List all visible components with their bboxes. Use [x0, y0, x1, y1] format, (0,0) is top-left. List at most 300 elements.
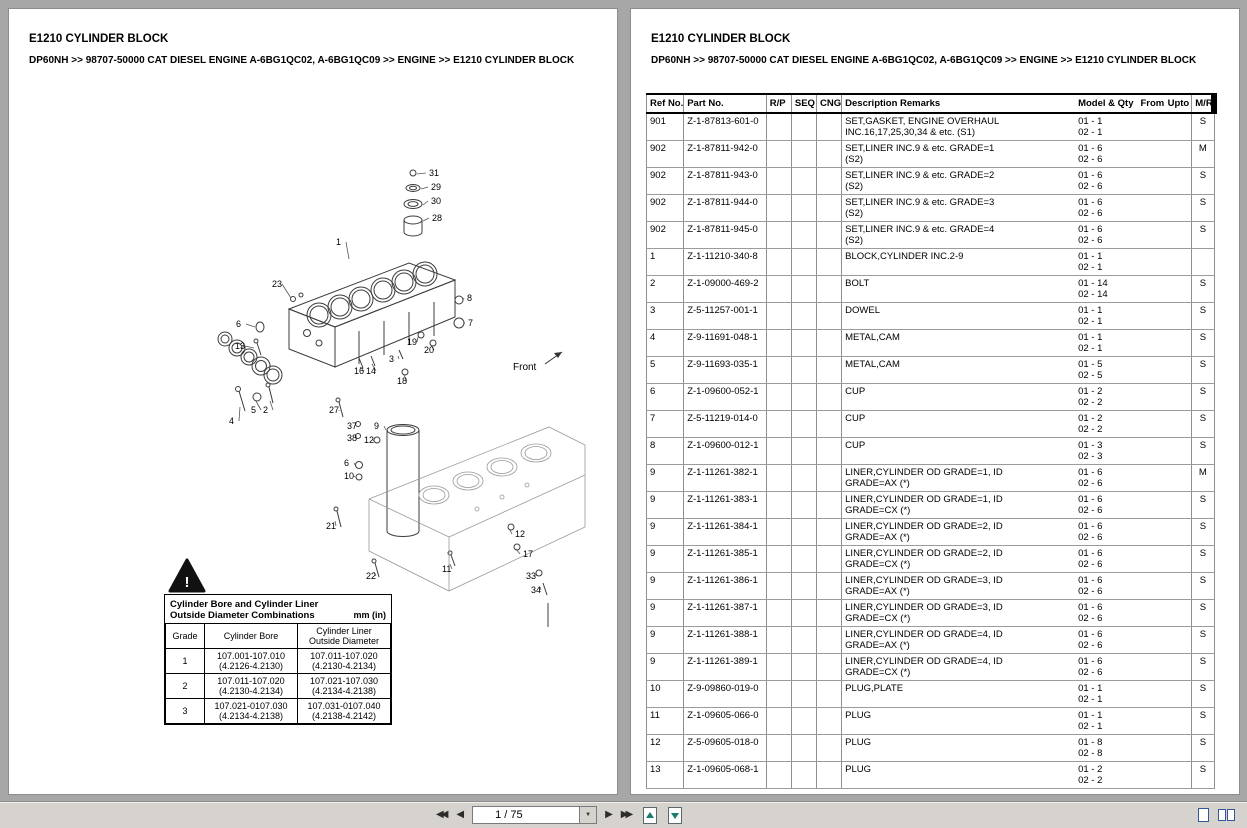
page-dropdown-arrow-icon[interactable]: ▼: [579, 807, 596, 823]
cylinder-bore-cell: 107.021-0107.030 (4.2134-4.2138): [205, 699, 298, 724]
description-cell: METAL,CAM: [842, 330, 1075, 357]
description-cell: SET,GASKET, ENGINE OVERHAUL INC.16,17,25,30,34 & etc. (S1): [842, 113, 1075, 141]
callout-30: 30: [431, 196, 442, 206]
parts-row: [647, 330, 1215, 357]
liner-table-title: [165, 595, 391, 623]
callout-10: 10: [344, 471, 355, 481]
parts-row: [647, 627, 1215, 654]
part-no-cell: Z-1-09600-052-1: [684, 384, 767, 411]
from-cell: [1137, 735, 1164, 762]
seq-cell: [791, 600, 816, 627]
from-cell: [1137, 195, 1164, 222]
mr-cell: S: [1192, 276, 1214, 303]
model-qty-cell: 01 - 6 02 - 6: [1075, 627, 1137, 654]
from-cell: [1137, 141, 1164, 168]
part-no-cell: Z-1-09600-012-1: [684, 438, 767, 465]
ref-no-cell: 902: [647, 168, 684, 195]
upto-cell: [1165, 276, 1192, 303]
liner-od-cell: 107.031-0107.040 (4.2138-4.2142): [298, 699, 391, 724]
breadcrumb: DP60NH >> 98707-50000 CAT DIESEL ENGINE A-6BG1QC02, A-6BG1QC09 >> ENGINE >> E1210 CYLINDER BLOCK: [29, 55, 575, 66]
cng-cell: [817, 113, 842, 141]
first-page-button[interactable]: ◀◀: [436, 806, 448, 824]
callout-37: 37: [347, 421, 358, 431]
upto-cell: [1165, 168, 1192, 195]
parts-row: [647, 519, 1215, 546]
parts-row: [647, 492, 1215, 519]
parts-row: [647, 573, 1215, 600]
liner-table-body: [166, 649, 391, 724]
callout-7: 7: [468, 318, 474, 328]
description-cell: LINER,CYLINDER OD GRADE=4, ID GRADE=CX (*): [842, 654, 1075, 681]
callout-22: 22: [366, 571, 377, 581]
from-cell: [1137, 438, 1164, 465]
liner-column-header: Cylinder Bore: [205, 624, 298, 649]
seq-cell: [791, 681, 816, 708]
description-cell: LINER,CYLINDER OD GRADE=4, ID GRADE=AX (*): [842, 627, 1075, 654]
seq-cell: [791, 546, 816, 573]
rp-cell: [766, 303, 791, 330]
rp-cell: [766, 654, 791, 681]
seq-cell: [791, 113, 816, 141]
mr-cell: M: [1192, 465, 1214, 492]
column-header: CNG: [817, 94, 842, 113]
seq-cell: [791, 195, 816, 222]
part-no-cell: Z-1-11261-388-1: [684, 627, 767, 654]
rp-cell: [766, 357, 791, 384]
parts-row: [647, 276, 1215, 303]
seq-cell: [791, 222, 816, 249]
part-no-cell: Z-1-11210-340-8: [684, 249, 767, 276]
mr-cell: S: [1192, 762, 1214, 789]
upto-cell: [1165, 465, 1192, 492]
cng-cell: [817, 573, 842, 600]
lower-block-outline: [369, 427, 585, 591]
parts-row: [647, 384, 1215, 411]
cng-cell: [817, 249, 842, 276]
description-cell: LINER,CYLINDER OD GRADE=1, ID GRADE=AX (*): [842, 465, 1075, 492]
breadcrumb: DP60NH >> 98707-50000 CAT DIESEL ENGINE A-6BG1QC02, A-6BG1QC09 >> ENGINE >> E1210 CYLINDER BLOCK: [651, 55, 1197, 66]
mr-cell: S: [1192, 708, 1214, 735]
cng-cell: [817, 654, 842, 681]
upto-cell: [1165, 357, 1192, 384]
callout-31: 31: [429, 168, 440, 178]
parts-row: [647, 735, 1215, 762]
ref-no-cell: 2: [647, 276, 684, 303]
rp-cell: [766, 735, 791, 762]
callout-34: 34: [531, 585, 542, 595]
part-no-cell: Z-1-11261-383-1: [684, 492, 767, 519]
callout-5: 5: [251, 405, 257, 415]
page-title: E1210 CYLINDER BLOCK: [29, 33, 169, 45]
callout-14: 14: [366, 366, 377, 376]
mr-cell: S: [1192, 330, 1214, 357]
upto-cell: [1165, 654, 1192, 681]
last-page-button[interactable]: ▶▶: [621, 806, 633, 824]
liner-combination-table: [164, 594, 392, 725]
cng-cell: [817, 708, 842, 735]
column-header: Part No.: [684, 94, 767, 113]
engine-block-line-art: [218, 170, 548, 627]
description-cell: LINER,CYLINDER OD GRADE=1, ID GRADE=CX (*): [842, 492, 1075, 519]
seq-cell: [791, 708, 816, 735]
seq-cell: [791, 357, 816, 384]
seq-cell: [791, 438, 816, 465]
cylinder-bore-cell: 107.011-107.020 (4.2130-4.2134): [205, 674, 298, 699]
mr-cell: S: [1192, 546, 1214, 573]
cng-cell: [817, 330, 842, 357]
callout-16: 16: [354, 366, 365, 376]
single-page-icon: [1198, 808, 1209, 822]
ref-no-cell: 901: [647, 113, 684, 141]
mr-cell: S: [1192, 384, 1214, 411]
seq-cell: [791, 276, 816, 303]
engine-exploded-diagram: [9, 159, 618, 659]
callout-18: 18: [397, 376, 408, 386]
left-page: [8, 8, 618, 795]
rp-cell: [766, 708, 791, 735]
from-cell: [1137, 627, 1164, 654]
liner-row: [166, 649, 391, 674]
column-header: R/P: [766, 94, 791, 113]
seq-cell: [791, 519, 816, 546]
model-qty-cell: 01 - 6 02 - 6: [1075, 465, 1137, 492]
cng-cell: [817, 681, 842, 708]
rp-cell: [766, 384, 791, 411]
rp-cell: [766, 681, 791, 708]
mr-cell: S: [1192, 600, 1214, 627]
parts-table-body: [647, 113, 1215, 789]
callout-8: 8: [467, 293, 473, 303]
from-cell: [1137, 492, 1164, 519]
upto-cell: [1165, 627, 1192, 654]
rp-cell: [766, 222, 791, 249]
ref-no-cell: 5: [647, 357, 684, 384]
cng-cell: [817, 384, 842, 411]
rp-cell: [766, 627, 791, 654]
model-qty-cell: 01 - 1 02 - 1: [1075, 113, 1137, 141]
previous-view-button[interactable]: [641, 806, 658, 824]
upto-cell: [1165, 330, 1192, 357]
from-cell: [1137, 546, 1164, 573]
rp-cell: [766, 249, 791, 276]
part-no-cell: Z-9-11691-048-1: [684, 330, 767, 357]
parts-row: [647, 762, 1215, 789]
parts-row: [647, 600, 1215, 627]
rp-cell: [766, 330, 791, 357]
callout-20: 20: [424, 345, 435, 355]
parts-table-header-row: [647, 94, 1215, 113]
page-title: E1210 CYLINDER BLOCK: [651, 33, 791, 45]
parts-row: [647, 195, 1215, 222]
front-label: Front: [513, 362, 537, 373]
parts-row: [647, 681, 1215, 708]
ref-no-cell: 9: [647, 573, 684, 600]
callout-6: 6: [236, 319, 242, 329]
description-cell: SET,LINER INC.9 & etc. GRADE=2 (S2): [842, 168, 1075, 195]
description-cell: LINER,CYLINDER OD GRADE=3, ID GRADE=CX (*): [842, 600, 1075, 627]
seq-cell: [791, 735, 816, 762]
seq-cell: [791, 411, 816, 438]
description-cell: PLUG: [842, 762, 1075, 789]
ref-no-cell: 9: [647, 519, 684, 546]
liner-table: [165, 623, 391, 724]
upto-cell: [1165, 113, 1192, 141]
callout-11: 11: [442, 564, 452, 574]
upto-cell: [1165, 681, 1192, 708]
from-cell: [1137, 357, 1164, 384]
model-qty-cell: 01 - 1 02 - 1: [1075, 330, 1137, 357]
ref-no-cell: 4: [647, 330, 684, 357]
parts-row: [647, 546, 1215, 573]
model-qty-cell: 01 - 14 02 - 14: [1075, 276, 1137, 303]
callout-1: 1: [336, 237, 342, 247]
ref-no-cell: 7: [647, 411, 684, 438]
grade-cell: 2: [166, 674, 205, 699]
rp-cell: [766, 519, 791, 546]
liner-row: [166, 674, 391, 699]
seq-cell: [791, 654, 816, 681]
mr-cell: S: [1192, 222, 1214, 249]
part-no-cell: Z-1-11261-384-1: [684, 519, 767, 546]
grade-cell: 3: [166, 699, 205, 724]
rp-cell: [766, 411, 791, 438]
part-no-cell: Z-5-11219-014-0: [684, 411, 767, 438]
part-no-cell: Z-5-11257-001-1: [684, 303, 767, 330]
seq-cell: [791, 168, 816, 195]
ref-no-cell: 9: [647, 654, 684, 681]
parts-row: [647, 168, 1215, 195]
description-cell: CUP: [842, 438, 1075, 465]
mr-cell: [1192, 249, 1214, 276]
grade-cell: 1: [166, 649, 205, 674]
cng-cell: [817, 222, 842, 249]
seq-cell: [791, 330, 816, 357]
column-header: Upto: [1165, 94, 1192, 113]
model-qty-cell: 01 - 1 02 - 1: [1075, 303, 1137, 330]
liner-column-header: Grade: [166, 624, 205, 649]
from-cell: [1137, 762, 1164, 789]
mr-cell: S: [1192, 411, 1214, 438]
cng-cell: [817, 141, 842, 168]
ref-no-cell: 3: [647, 303, 684, 330]
prev-page-button[interactable]: ◀: [456, 806, 464, 824]
callout-27: 27: [329, 405, 340, 415]
ref-no-cell: 902: [647, 222, 684, 249]
callout-2: 2: [263, 405, 269, 415]
parts-row: [647, 411, 1215, 438]
callout-9: 9: [374, 421, 380, 431]
parts-row: [647, 222, 1215, 249]
cng-cell: [817, 519, 842, 546]
ref-no-cell: 9: [647, 465, 684, 492]
seq-cell: [791, 762, 816, 789]
page-navigation: [436, 805, 683, 825]
rp-cell: [766, 195, 791, 222]
from-cell: [1137, 222, 1164, 249]
cng-cell: [817, 438, 842, 465]
next-view-button[interactable]: [666, 806, 683, 824]
parts-row: [647, 249, 1215, 276]
description-cell: LINER,CYLINDER OD GRADE=2, ID GRADE=AX (*): [842, 519, 1075, 546]
upto-cell: [1165, 708, 1192, 735]
next-page-button[interactable]: ▶: [605, 806, 613, 824]
model-qty-cell: 01 - 6 02 - 6: [1075, 168, 1137, 195]
ref-no-cell: 11: [647, 708, 684, 735]
model-qty-cell: 01 - 2 02 - 2: [1075, 762, 1137, 789]
page-number-input[interactable]: [473, 807, 579, 823]
callout-29: 29: [431, 182, 442, 192]
facing-pages-icon: [1218, 809, 1235, 821]
part-no-cell: Z-1-09605-068-1: [684, 762, 767, 789]
ref-no-cell: 8: [647, 438, 684, 465]
ref-no-cell: 6: [647, 384, 684, 411]
parts-row: [647, 303, 1215, 330]
description-cell: SET,LINER INC.9 & etc. GRADE=4 (S2): [842, 222, 1075, 249]
cng-cell: [817, 303, 842, 330]
warning-triangle-icon: [170, 560, 204, 591]
upto-cell: [1165, 438, 1192, 465]
upto-cell: [1165, 735, 1192, 762]
liner-table-header-row: [166, 624, 391, 649]
from-cell: [1137, 276, 1164, 303]
liner-unit-label: mm (in): [353, 610, 386, 620]
description-cell: PLUG: [842, 735, 1075, 762]
upto-cell: [1165, 411, 1192, 438]
ref-no-cell: 902: [647, 141, 684, 168]
cng-cell: [817, 762, 842, 789]
front-direction-indicator: [513, 352, 562, 373]
part-no-cell: Z-1-87813-601-0: [684, 113, 767, 141]
part-no-cell: Z-1-11261-387-1: [684, 600, 767, 627]
column-header: SEQ: [791, 94, 816, 113]
description-cell: SET,LINER INC.9 & etc. GRADE=3 (S2): [842, 195, 1075, 222]
from-cell: [1137, 681, 1164, 708]
page-layout-controls: [1198, 806, 1235, 824]
liner-column-header: Cylinder Liner Outside Diameter: [298, 624, 391, 649]
upto-cell: [1165, 303, 1192, 330]
from-cell: [1137, 303, 1164, 330]
seq-cell: [791, 492, 816, 519]
part-no-cell: Z-1-11261-386-1: [684, 573, 767, 600]
cng-cell: [817, 276, 842, 303]
upto-cell: [1165, 573, 1192, 600]
rp-cell: [766, 113, 791, 141]
model-qty-cell: 01 - 5 02 - 5: [1075, 357, 1137, 384]
rp-cell: [766, 465, 791, 492]
ref-no-cell: 9: [647, 627, 684, 654]
from-cell: [1137, 330, 1164, 357]
part-no-cell: Z-1-11261-389-1: [684, 654, 767, 681]
cng-cell: [817, 465, 842, 492]
mr-cell: S: [1192, 654, 1214, 681]
facing-pages-view-button[interactable]: [1218, 806, 1235, 824]
from-cell: [1137, 168, 1164, 195]
mr-cell: S: [1192, 357, 1214, 384]
liner-title-line2: Outside Diameter Combinations: [170, 610, 315, 621]
description-cell: BOLT: [842, 276, 1075, 303]
seq-cell: [791, 465, 816, 492]
mr-cell: S: [1192, 492, 1214, 519]
mr-cell: M: [1192, 141, 1214, 168]
parts-row: [647, 708, 1215, 735]
ref-no-cell: 12: [647, 735, 684, 762]
model-qty-cell: 01 - 2 02 - 2: [1075, 411, 1137, 438]
cng-cell: [817, 627, 842, 654]
upto-cell: [1165, 546, 1192, 573]
callout-12: 12: [364, 435, 375, 445]
single-page-view-button[interactable]: [1198, 806, 1209, 824]
rp-cell: [766, 492, 791, 519]
model-qty-cell: 01 - 6 02 - 6: [1075, 195, 1137, 222]
parts-row: [647, 113, 1215, 141]
model-qty-cell: 01 - 1 02 - 1: [1075, 708, 1137, 735]
mr-cell: S: [1192, 113, 1214, 141]
model-qty-cell: 01 - 6 02 - 6: [1075, 573, 1137, 600]
callout-21: 21: [326, 521, 337, 531]
next-view-icon: [668, 807, 682, 824]
column-header: From: [1137, 94, 1164, 113]
mr-cell: S: [1192, 303, 1214, 330]
ref-no-cell: 13: [647, 762, 684, 789]
column-header: M/R: [1192, 94, 1214, 113]
column-header: Model & Qty: [1075, 94, 1137, 113]
ref-no-cell: 9: [647, 546, 684, 573]
model-qty-cell: 01 - 6 02 - 6: [1075, 654, 1137, 681]
seq-cell: [791, 141, 816, 168]
cylinder-bore-cell: 107.001-107.010 (4.2126-4.2130): [205, 649, 298, 674]
cng-cell: [817, 411, 842, 438]
seq-cell: [791, 384, 816, 411]
description-cell: DOWEL: [842, 303, 1075, 330]
part-no-cell: Z-1-87811-943-0: [684, 168, 767, 195]
model-qty-cell: 01 - 6 02 - 6: [1075, 492, 1137, 519]
cng-cell: [817, 600, 842, 627]
upto-cell: [1165, 141, 1192, 168]
column-header: Ref No.: [647, 94, 684, 113]
liner-od-cell: 107.021-107.030 (4.2134-4.2138): [298, 674, 391, 699]
rp-cell: [766, 438, 791, 465]
rp-cell: [766, 168, 791, 195]
parts-row: [647, 438, 1215, 465]
from-cell: [1137, 411, 1164, 438]
mr-cell: S: [1192, 195, 1214, 222]
cng-cell: [817, 492, 842, 519]
callout-12: 12: [515, 529, 526, 539]
seq-cell: [791, 303, 816, 330]
from-cell: [1137, 708, 1164, 735]
part-no-cell: Z-1-09000-469-2: [684, 276, 767, 303]
from-cell: [1137, 519, 1164, 546]
model-qty-cell: 01 - 6 02 - 6: [1075, 519, 1137, 546]
callout-23: 23: [272, 279, 283, 289]
ref-no-cell: 1: [647, 249, 684, 276]
liner-od-cell: 107.011-107.020 (4.2130-4.2134): [298, 649, 391, 674]
mr-cell: S: [1192, 735, 1214, 762]
model-qty-cell: 01 - 6 02 - 6: [1075, 546, 1137, 573]
from-cell: [1137, 654, 1164, 681]
upto-cell: [1165, 492, 1192, 519]
ref-no-cell: 902: [647, 195, 684, 222]
model-qty-cell: 01 - 8 02 - 8: [1075, 735, 1137, 762]
parts-table: [646, 93, 1217, 789]
from-cell: [1137, 384, 1164, 411]
viewer-toolbar: [0, 801, 1247, 828]
description-cell: BLOCK,CYLINDER INC.2-9: [842, 249, 1075, 276]
ref-no-cell: 9: [647, 492, 684, 519]
part-no-cell: Z-1-87811-944-0: [684, 195, 767, 222]
cng-cell: [817, 168, 842, 195]
description-cell: PLUG,PLATE: [842, 681, 1075, 708]
